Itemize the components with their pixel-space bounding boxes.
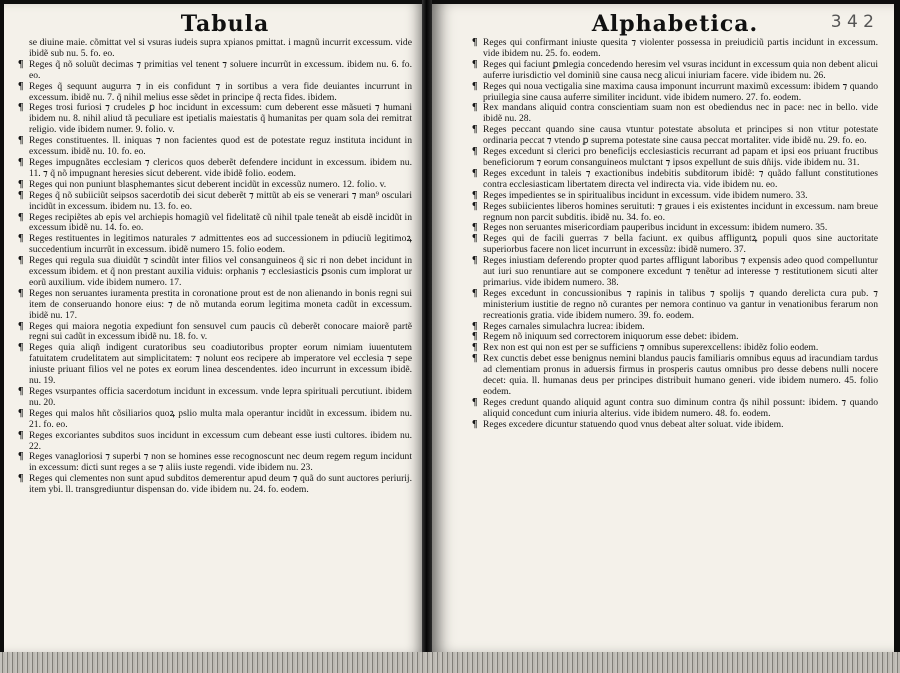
index-entry: ¶ Reges carnales simulachra lucrea: ibidem. (472, 322, 878, 333)
index-entry: ¶ Reges recipiẽtes ab epis vel archiepis homagiũ vel fidelitatẽ cũ nihil tpale teneãt ab eisdẽ incidũt in excessum ibidẽ nu. 14. fo. eo. (18, 213, 412, 235)
folio-note: 3 4 2 (830, 12, 874, 32)
right-page-title: Alphabetica. (591, 11, 759, 37)
index-entry: ¶ Reges non seruantes misericordiam pauperibus incidunt in excessum: ibidem numero. 35. (472, 223, 878, 234)
index-entry: ¶ Reges subiicientes liberos homines seruituti: ⁊ graues i eis existentes incidunt in excessum. nam breue regnum non parcit subditis. ibidẽ nu. 34. fo. eo. (472, 202, 878, 224)
index-entry: ¶ Reges impugnãtes ecclesiam ⁊ clericos quos deberẽt defendere incidunt in excessum. ibidem nu. 11. ⁊ q̃ nõ impugnant heresies sicut deberent. vide ibidẽ folio. eodem. (18, 158, 412, 180)
index-entry: ¶ Rex non est qui non est per se sufficiens ⁊ omnibus superexcellens: ibidẽz folio eodem. (472, 343, 878, 354)
index-entry: ¶ Reges excedunt si clerici pro beneficijs ecclesiasticis recurrant ad papam et ipsi eos priuant fructibus beneficiorum ⁊ eorum consanguineos mulctant ⁊ ipsos expellunt de suis dñijs. vide ibidem nu. 31. (472, 147, 878, 169)
index-entry: ¶ Reges constituentes. ll. iniquas ⁊ non facientes quod est de potestate reguz instituta incidunt in excessum. ibidẽ nu. 10. fo. eo. (18, 136, 412, 158)
index-entry: ¶ Reges vanagloriosi ⁊ superbi ⁊ non se homines esse recognoscunt nec deum regem regum incidunt in excessum: dicti sunt reges a se ⁊ aliis iuste regendi. vide ibidem nu. 23. (18, 452, 412, 474)
index-entry: ¶ Rex cunctis debet esse benignus nemini blandus paucis familiaris omnibus equus ad iracundiam tardus ad clementiam pronus in aduersis firmus in prosperis cautus omnibus pro desse debens nulli nocere decet: quia. ll. humanas deus per principes distribuit humano generi. vide ibidem numero. 45. folio eodem. (472, 354, 878, 398)
index-entry: ¶ Reges qui clementes non sunt apud subditos demerentur apud deum ⁊ quã do sunt auctores periurij. item ybi. ll. transgrediuntur dispensan do. vide ibidem nu. 24. fo. eodem. (18, 474, 412, 496)
index-entry: ¶ Rex mandans aliquid contra conscientiam suam non est obediendus nec in pace: nec in bello. vide ibidẽ nu. 28. (472, 103, 878, 125)
index-entry: ¶ Reges qui maiora negotia expediunt fon sensuvel cum paucis cũ deberẽt conocare maiorẽ partẽ regni sui cadũt in excessum ibidẽ nu. 18. fo. v. (18, 322, 412, 344)
right-page-header (472, 12, 878, 36)
index-entry: ¶ Reges qui noua vectigalia sine maxima causa imponunt incurrunt maximũ excessum: ibidem ⁊ quando priuilegia sine causa auferre similiter incidunt. vide ibidem numero. 27. fo. eodem. (472, 82, 878, 104)
index-entry: ¶ Reges non seruantes iuramenta prestita in coronatione prout est de non alienando in bonis regni sui item de conseruando honore eius: ⁊ de nõ mutanda eorum legitima moneta cadũt in excessum. ibidẽ nu. 17. (18, 289, 412, 322)
page-edges (0, 652, 900, 673)
index-entry: ¶ Reges qui de facili guerras ⁊ bella faciunt. ex quibus affliguntꝝ populi quos sine auctoritate superiorbus facere non licet incurrunt in excessũz: ibidẽ numero. 37. (472, 234, 878, 256)
index-entry: ¶ Reges trosi furiosi ⁊ crudeles ꝑ hoc incidunt in excessum: cum deberent esse mãsueti ⁊ humani ibidem nu. 8. nihil aliud tã peculiare est ipetialis maiestatis q̃ humanitas per quam sola dei remitrat religio. vide ibidem numer. 9. folio. v. (18, 103, 412, 136)
index-entry: ¶ Reges qui non puniunt blasphemantes sicut deberent incidũt in excessũz numero. 12. folio. v. (18, 180, 412, 191)
right-page (432, 4, 894, 652)
index-entry: ¶ Reges qui regula sua diuidũt ⁊ scindũt inter filios vel consanguineos q̃ sic ri non debet incidunt in excessum ibidem. et q̃ non prestant auxilia viduis: orphanis ⁊ ecclesiasticis ꝑsonis cum implorat ur eorũ auxilium. vide ibidem numero. 17. (18, 256, 412, 289)
index-entry: ¶ Reges qui malos hñt cõsiliarios quoꝝ pslio multa mala operantur incidũt in excessum. ibidem nu. 21. fo. eo. (18, 409, 412, 431)
index-entry: ¶ Reges peccant quando sine causa vtuntur potestate absoluta et principes si non vtitur potestate ordinaria peccat ⁊ vtendo ꝑ suprema potestate sine causa peccat mortaliter. vide ibidẽ nu. 29. fo. eo. (472, 125, 878, 147)
index-entry: ¶ Regem nõ iniquum sed correctorem iniquorum esse debet: ibidem. (472, 332, 878, 343)
index-entry: ¶ Reges excedere dicuntur statuendo quod vnus debeat alter soluat. vide ibidem. (472, 420, 878, 431)
index-entry: ¶ Reges q̃ nõ subiiciũt seipsos sacerdotib̃ dei sicut deberẽt ⁊ mittũt ab eis se venerari ⁊ man⁹ osculari incidũt in excessum. ibidem nu. 13. fo. eo. (18, 191, 412, 213)
index-entry: ¶ Reges qui confirmant iniuste quesita ⁊ violenter possessa in preiudiciũ partis incidunt in excessum. vide ibidem nu. 25. fo. eodem. (472, 38, 878, 60)
index-entry: ¶ Reges quia aliqñ indigent curatoribus seu coadiutoribus propter eorum nimiam iuuentutem fatuitatem crudelitatem aut simplicitatem: ⁊ nolunt eos recipere ab imperatore vel ecclesia ⁊ sepe iniuste priuant filios vel ne potes ex eorum linea descendentes. ideo incurrunt in excessum ibidẽ. nu. 19. (18, 343, 412, 387)
index-entry: ¶ Reges excedunt in concussionibus ⁊ rapinis in talibus ⁊ spolijs ⁊ quando derelicta cura pub. ⁊ ministerium iustitie de regno nõ curantes per nemora continuo va gantur in venationibus ferarum non recreationis gratia. vide ibidem numero. 39. fo. eodem. (472, 289, 878, 322)
left-page (4, 4, 422, 652)
index-entry: ¶ Reges vsurpantes officia sacerdotum incidunt in excessum. vnde lepra spirituali percutiunt. ibidem nu. 20. (18, 387, 412, 409)
index-entry: ¶ Reges q̃ sequunt augurra ⁊ in eis confidunt ⁊ in sortibus a vera fide deuiantes incurrunt in excessum. ibidẽ nu. 7. q̃ nihil melius esse sẽdet in principe q̃ recta fides. ibidem. (18, 82, 412, 104)
index-entry: ¶ Reges qui faciunt ꝑmlegia concedendo heresim vel vsuras incidunt in excessum quia non debent alicui auferre iurisdictio vel dominiũ sine causa necg alicui iniuriam facere. vide ibidem nu. 26. (472, 60, 878, 82)
right-page-entries (472, 38, 878, 431)
index-entry: ¶ Reges excoriantes subditos suos incidunt in excessum cum debeant esse iusti cultores. ibidem nu. 22. (18, 431, 412, 453)
index-entry: se diuine maie. cõmittat vel si vsuras iudeis supra xpianos pmittat. i magnũ incurrit excessum. vide ibidẽ sub nu. 5. fo. eo. (29, 37, 412, 59)
index-entry: ¶ Reges credunt quando aliquid agunt contra suo diminum contra q̃s nihil possunt: ibidem. ⁊ quando aliquid concedunt cum iniuria alterius. vide ibidem numero. 48. fo. eodem. (472, 398, 878, 420)
index-entry: ¶ Reges restituentes in legitimos naturales ⁊ admittentes eos ad successionem in pdiuciũ legitimoꝝ succedentium incurrũt in excessum. ibidẽ numero 15. folio eodem. (18, 234, 412, 256)
book-gutter (422, 0, 432, 673)
left-page-entries (18, 38, 412, 496)
index-entry: ¶ Reges q̃ nõ soluũt decimas ⁊ primitias vel tenent ⁊ soluere incurrũt in excessum. ibidem nu. 6. fo. eo. (18, 60, 412, 82)
left-page-header: Tabula (180, 11, 270, 37)
index-entry: ¶ Reges impedientes se in spiritualibus incidunt in excessum. vide ibidem numero. 33. (472, 191, 878, 202)
index-entry: ¶ Reges excedunt in taleis ⁊ exactionibus indebitis subditorum ibidẽ: ⁊ quãdo fallunt constitutiones contra ecclesiasticam libertatem directa vel indirecta via. vide ibidem nu. eo. (472, 169, 878, 191)
index-entry: ¶ Reges iniustiam deferendo propter quod partes affligunt laboribus ⁊ expensis adeo quod compelluntur aut iuri suo renuntiare aut se componere excedunt ⁊ tenẽtur ad interesse ⁊ restitutionem sicuti alter primarius. vide ibidem numero. 38. (472, 256, 878, 289)
